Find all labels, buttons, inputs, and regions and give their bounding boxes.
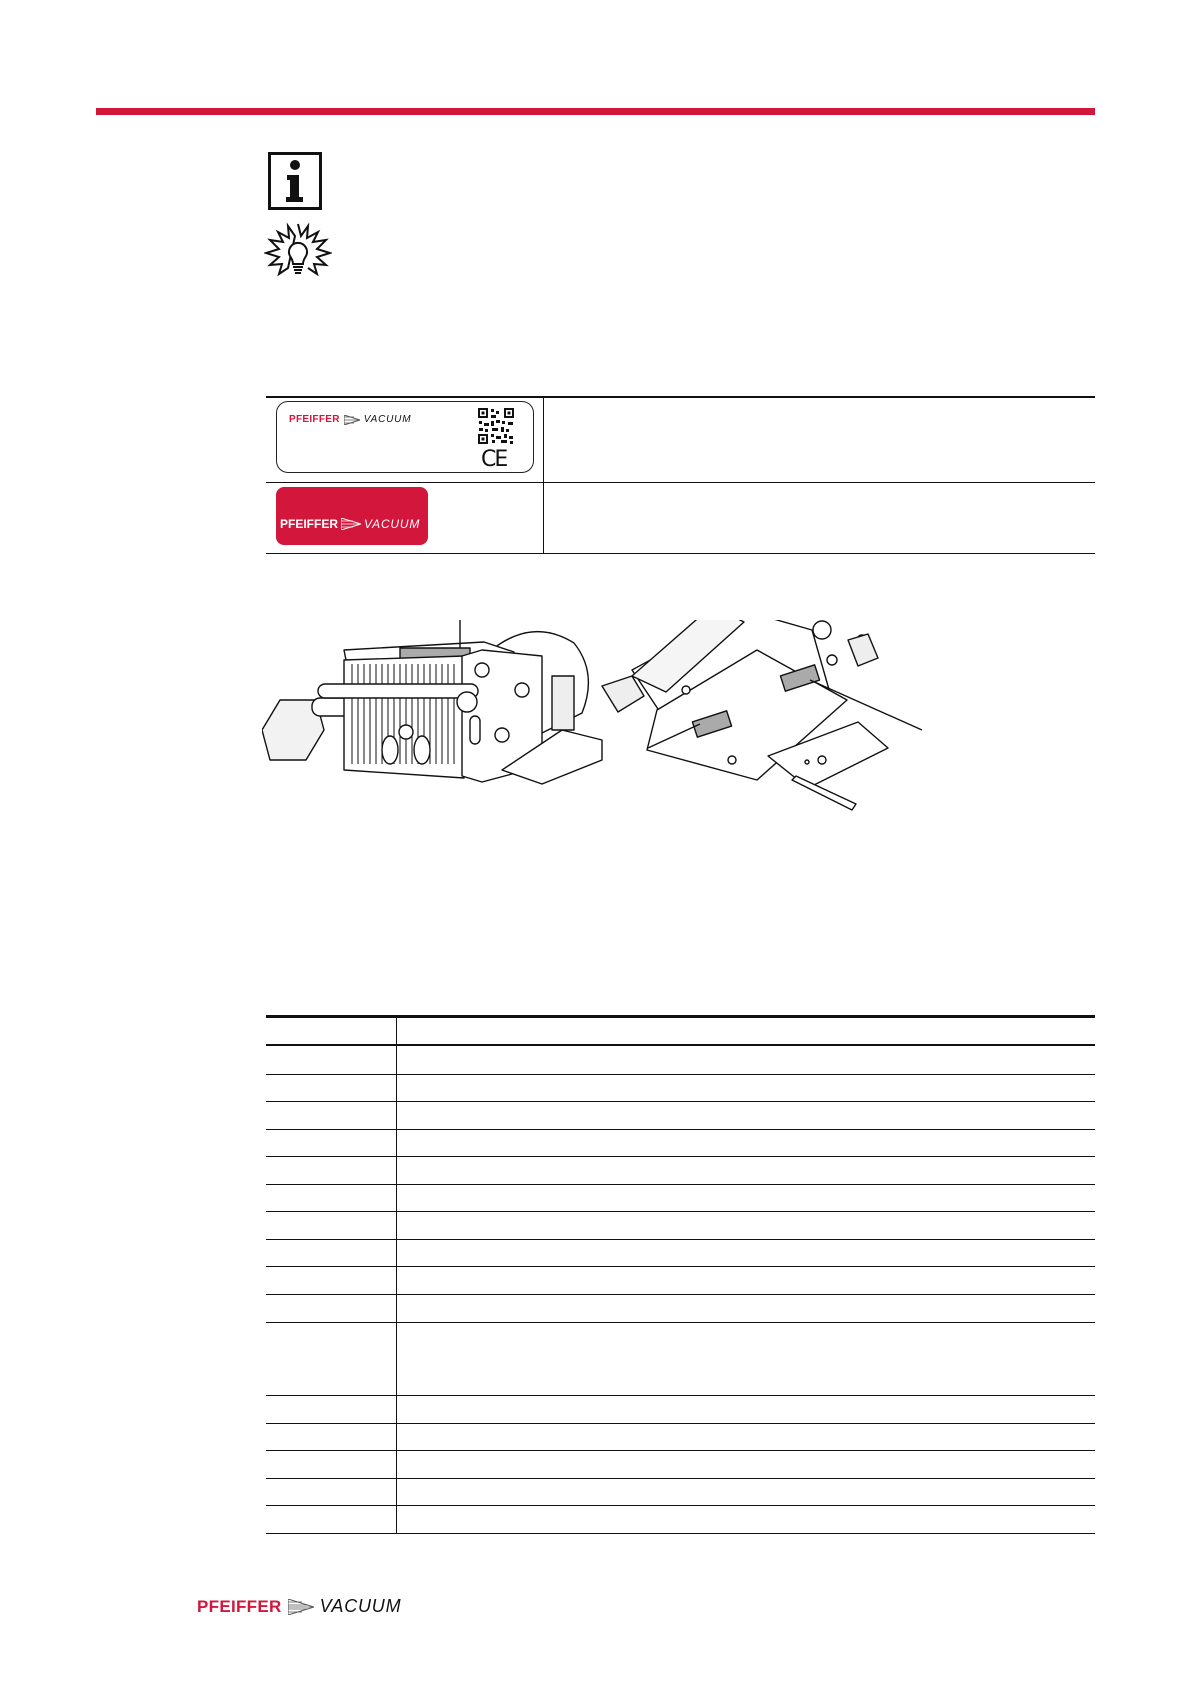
table-row (266, 1266, 1095, 1267)
table-row (266, 1239, 1095, 1240)
table-row (266, 1074, 1095, 1075)
pump-bottom-view (602, 620, 888, 810)
table-row (266, 1395, 1095, 1396)
table-row (266, 1156, 1095, 1157)
table-row (266, 1322, 1095, 1323)
logo-mark-icon (344, 415, 360, 425)
table-row (266, 1129, 1095, 1130)
table-row (266, 1505, 1095, 1506)
logo-mark-icon (288, 1599, 314, 1615)
nameplate-logo: PFEIFFER VACUUM (289, 414, 412, 425)
table-row (266, 1423, 1095, 1424)
info-icon (268, 152, 322, 210)
table-row (266, 1101, 1095, 1102)
table-row (266, 1478, 1095, 1479)
data-table-rule-header (266, 1044, 1095, 1046)
table-rule-top (266, 396, 1095, 398)
header-rule (96, 108, 1095, 115)
table-rule-mid (266, 482, 1095, 483)
table-rule-bottom (266, 553, 1095, 554)
sticker-logo: PFEIFFER VACUUM (280, 517, 421, 531)
footer-logo: PFEIFFER VACUUM (197, 1596, 402, 1616)
pump-left-view (262, 632, 602, 784)
lightbulb-icon (264, 222, 332, 286)
qr-code-icon (477, 407, 515, 445)
data-table-col-divider (396, 1018, 397, 1534)
table-row (266, 1294, 1095, 1295)
data-table-rule-bottom (266, 1533, 1095, 1534)
table-col-divider (543, 397, 544, 553)
ce-mark: CE (481, 447, 507, 472)
red-sticker-image (276, 487, 428, 545)
data-table-rule-top (266, 1015, 1095, 1018)
table-row (266, 1184, 1095, 1185)
pump-figure (262, 620, 952, 870)
table-row (266, 1450, 1095, 1451)
logo-mark-icon (341, 518, 361, 530)
nameplate-image (276, 401, 534, 473)
table-row (266, 1211, 1095, 1212)
